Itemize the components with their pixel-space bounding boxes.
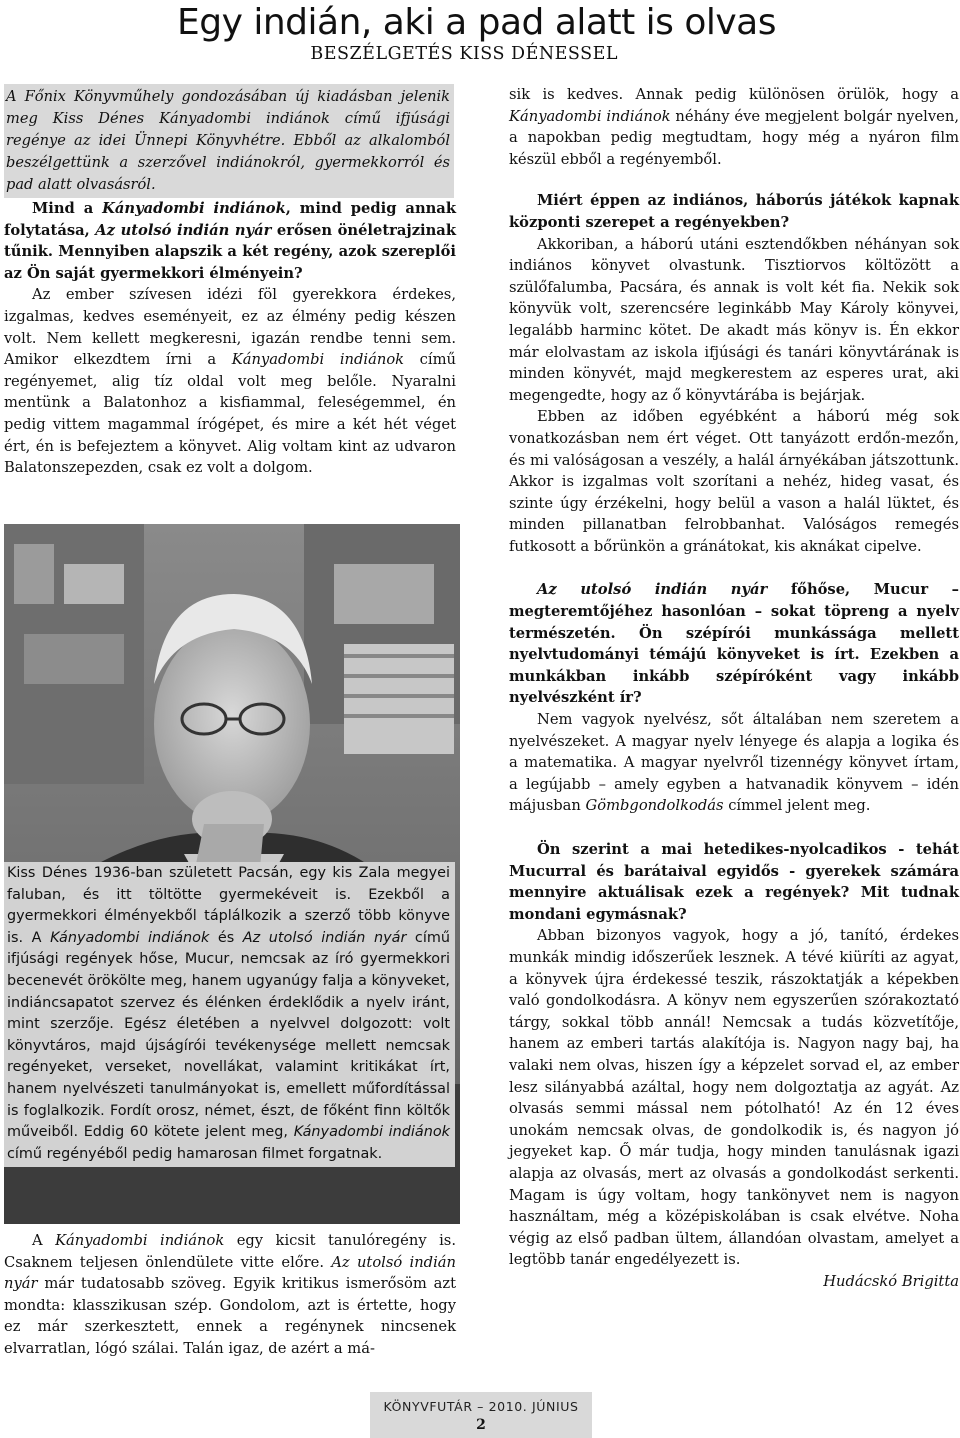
continued-paragraph [509,84,959,170]
caption-part-1: Kiss Dénes 1936-ban született Pacsán, egy kis Zala megyei faluban, és itt töltötte gyermekéveit is. Ezekből a gyermekkori élményekből táplálkozik a szerző több könyve is. A [7,865,450,946]
q1-part-2: , mind pedig annak folytatása, [4,200,456,239]
a1b-part-1: A [32,1232,56,1249]
answer-4: Abban bizonyos vagyok, hogy a jó, tanító, érdekes munkák mindig időszerűek lesznek. A tévé kiüríti az agyat, a könyvek újra érdekessé teszik, rászoktatják a képekben való gondolkodásra. A könyv nem egyszerűen szórakoztató tárgy, sokkal több annál! Nemcsak a tudás közvetítője, hanem az emberi tartás alakítója is. Nagyon nagy baj, ha valaki nem olvas, hiszen így a képzelet sorvad el, az ember lesz silányabbá azáltal, hogy nem dolgoztatja az agyát. Az olvasás semmi mással nem pótolható! Az én 12 éves unokám nemcsak olvas, de gondolkodik is, és nagyon jó jegyeket kap. Ő már tudja, hogy minden tanulásnak igazi alapja az olvasás, mert az olvasás a gondolkodást serkenti. Magam is úgy voltam, hogy tankönyvet nem is nagyon használtam, még a középiskolában is csak elvétve. Noha végig az első padban ültem, állandóan olvastam, amelyet a legtöbb tanár engedélyezett is. [509,927,959,1269]
right-column [509,84,959,1292]
lead-paragraph: A Főnix Könyvműhely gondozásában új kiadásban jelenik meg Kiss Dénes Kányadombi indiánok című ifjúsági regénye az idei Ünnepi Könyvhétre. Ebből az alkalomból beszélgettünk a szerzővel indiánokról, gyermekkorról és pad alatt olvasásról. [4,84,454,198]
answer-1 [4,284,456,478]
q3-title: Az utolsó indián nyár [537,581,768,599]
answer-1-continued [4,1230,456,1360]
question-3 [509,579,959,709]
spacer [509,557,959,579]
cont-part-1: sik is kedves. Annak pedig különösen örülök, hogy a [509,86,959,103]
spacer [509,817,959,839]
a1b-title-2: Az utolsó indián nyár [4,1253,456,1293]
spacer [509,170,959,190]
caption-title-3: Kányadombi indiánok [293,1124,451,1141]
cont-title-1: Kányadombi indiánok [509,107,671,125]
caption-text [7,863,450,1165]
q1-part-1: Mind a [32,200,103,217]
caption-part-3: című ifjúsági regények hőse, Mucur, nemcsak az író gyermekkori becenevét örökölte meg, hanem ugyanúgy falja a könyveket, indiáncsapatot szervez és élénken érdeklődik a nyelv iránt, mint szerzője. Egész életében a nyelvvel dolgozott: volt könyvtáros, majd újságírói tevékenysége mellett nemcsak regényeket, verseket, novellákat, valamint kritikákat írt, hanem nyelvészeti tanulmányokat is, emellett műfordítással is foglalkozik. Fordít orosz, német, észt, de főként finn költők műveiből. Eddig 60 kötete jelent meg, [7,929,450,1141]
a1-part-1: Az ember szívesen idézi föl gyerekkora érdekes, izgalmas, kedves eseményeit, ez az élmény pedig készen volt. Nem kellett megkeresni, igazán rendbe tenni sem. Amikor elkezdtem írni a [4,286,456,369]
left-column-bottom [4,1230,456,1360]
caption-part-4: című regényéből pedig hamarosan filmet forgatnak. [7,1145,383,1162]
cont-part-2: néhány éve megjelent bolgár nyelven, a napokban pedig megtudtam, hogy még a nyáron film készül ebből a regényemből. [509,107,959,168]
question-1 [4,198,456,284]
magazine-issue: KÖNYVFUTÁR – 2010. JÚNIUS [383,1399,579,1414]
photo-caption-box [4,862,455,1167]
question-2: Miért éppen az indiános, háborús játékok kapnak központi szerepet a regényekben? [509,192,959,231]
page-footer [370,1392,592,1438]
caption-title-1: Kányadombi indiánok [50,929,210,946]
answer-3 [509,709,959,817]
a1-part-2: című regényemet, alig tíz oldal volt meg belőle. Nyaralni mentünk a Balatonhoz a kisfiammal, feleségemmel, én pedig vittem magammal írógépet, és mire a két hét véget ért, én is befejeztem a könyvet. Alig voltam kint az udvaron Balatonszepezden, csak ez volt a dolgom. [4,351,456,477]
answer-2a: Akkoriban, a háború utáni esztendőkben néhányan sok indiános könyvet olvastunk. Tisztiorvos költözött a szülőfalumba, Pacsára, és annak is volt két fia. Nekik sok könyvük volt, szerencsére leginkább May Károly könyvei, legalább harminc kötet. De akadt más könyv is. Én ekkor már elolvastam az iskola ifjúsági és tanári könyvtárának is minden könyvét, majd megkerestem az esperes urat, aki megengedte, hogy az ő könyvtárába is bejárjak. [509,235,959,404]
q3-text: főhőse, Mucur – megteremtőjéhez hasonlóan – sokat töpreng a nyelv természetén. Ön szépírói munkássága mellett nyelvtudományi témájú könyveket is írt. Ezekben a munkákban inkább szépíróként vagy inkább nyelvészként ír? [509,581,959,707]
a1-title-1: Kányadombi indiánok [231,351,405,369]
answer-2b: Ebben az időben egyébként a háború még sok vonatkozásban nem ért véget. Ott tanyázott erdőn-mezőn, és mi valóságosan a veszély, a halál árnyékában játszottunk. Akkor is izgalmas volt szorítani a nehéz, hideg vasat, és szinte úgy érzékelni, hogy belül a vason a halál lüktet, és minden pillanatban felrobbanhat. Valóságos remegés futkosott a bőrünkön a gránátokat, kis aknákat cipelve. [509,408,959,555]
q1-title-2: Az utolsó indián nyár [95,221,272,239]
left-column-top [4,84,456,479]
article-subtitle: BESZÉLGETÉS KISS DÉNESSEL [310,44,618,64]
caption-title-2: Az utolsó indián nyár [242,929,407,946]
article-title: Egy indián, aki a pad alatt is olvas [177,2,776,43]
a1b-part-3: már tudatosabb szöveg. Egyik kritikus ismerősöm azt mondta: klasszikusan szép. Gondolom, azt is értette, hogy ez már szerkesztett, ennek a regénynek nincsenek elvarratlan, lógó szálai. Talán igaz, de azért a má- [4,1275,456,1357]
q1-title-1: Kányadombi indiánok [102,200,286,217]
caption-part-2: és [209,929,243,946]
a3-part-2: címmel jelent meg. [723,797,871,815]
a1b-part-2: egy kicsit tanulóregény is. Csaknem teljesen önlendülete vitte előre. [4,1232,456,1271]
a1b-title-1: Kányadombi indiánok [55,1232,225,1249]
a3-part-1: Nem vagyok nyelvész, sőt általában nem szeretem a nyelvészeket. A magyar nyelv lényege és alapja a logika és a matematika. A magyar nyelvről tizennégy könyvet írtam, a legújabb – amely egyben a hatvanadik könyvem – idén májusban [509,711,959,815]
q1-part-3: erősen önéletrajzinak tűnik. Mennyiben alapszik a két regény, azok szereplői az Ön saját gyermekkori élményein? [4,221,456,282]
author-signature: Hudácskó Brigitta [823,1272,959,1290]
question-4: Ön szerint a mai hetedikes-nyolcadikos - tehát Mucurral és barátaival egyidős - gyerekek számára mennyire aktuálisak ezek a regények? Mit tudnak mondani egymásnak? [509,841,959,923]
a3-title: Gömbgondolkodás [585,797,724,815]
page-number: 2 [476,1417,486,1433]
